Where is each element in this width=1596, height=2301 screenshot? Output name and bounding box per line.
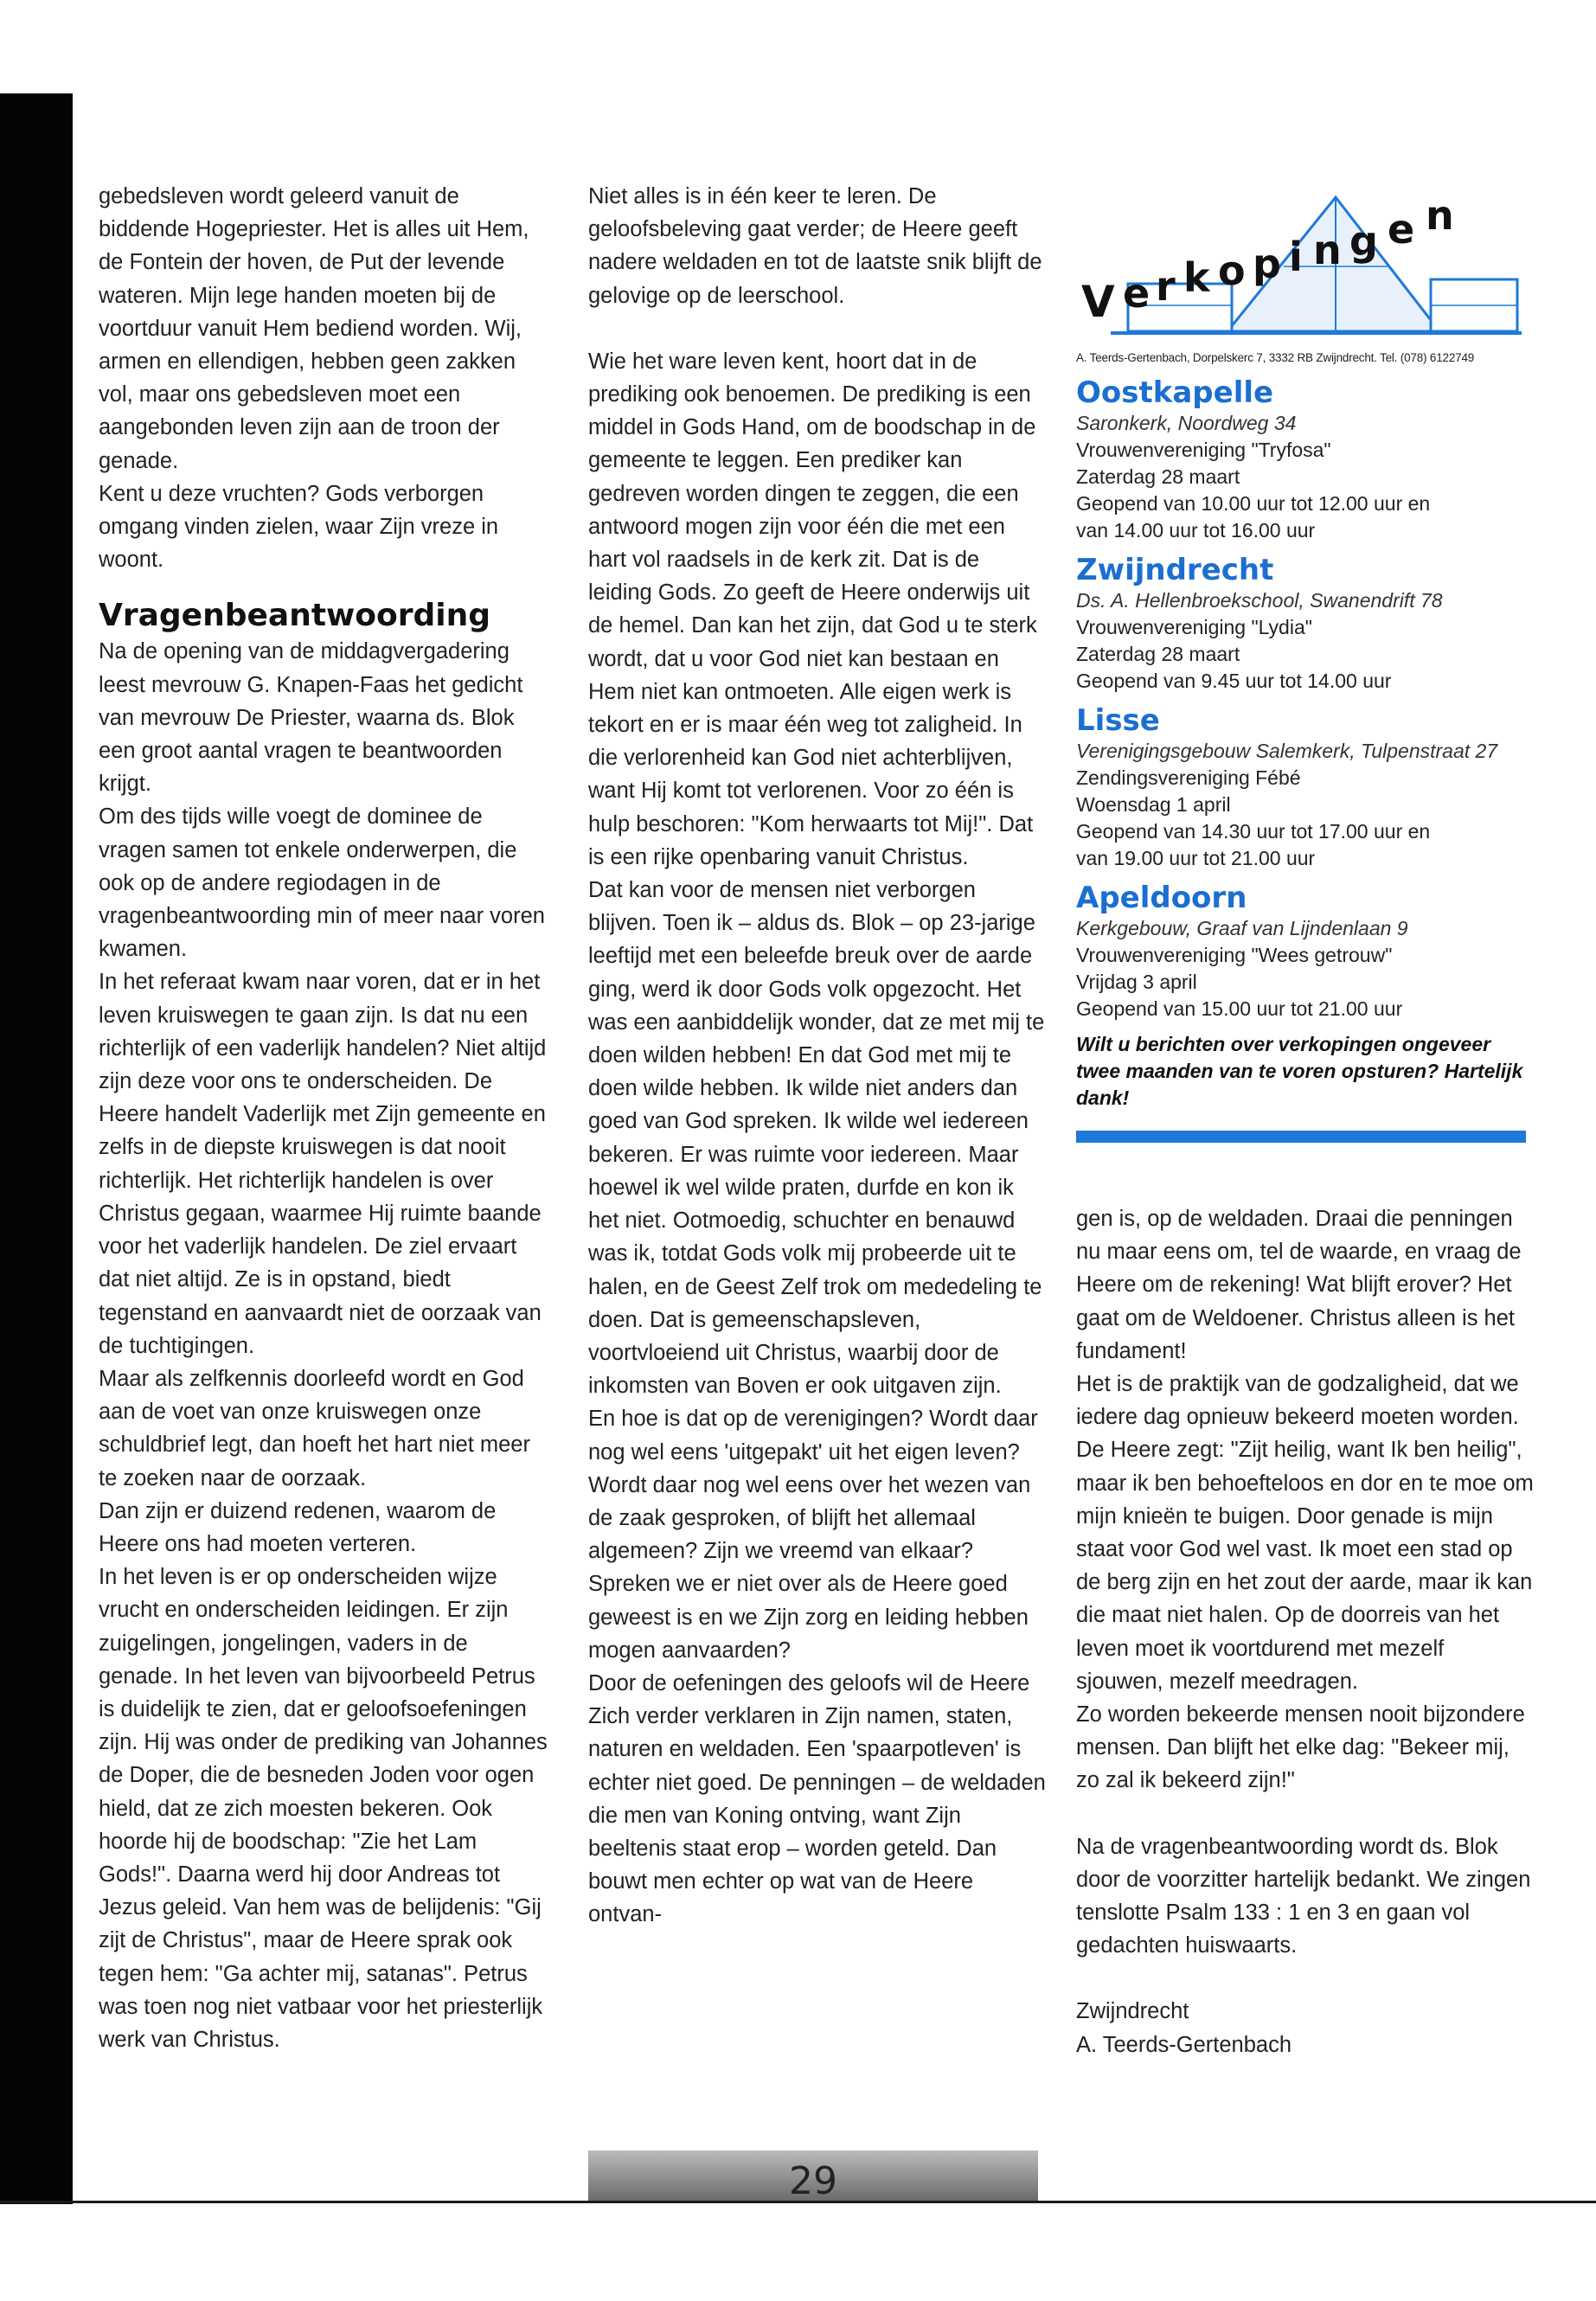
verkopingen-wordmark bbox=[1076, 180, 1526, 344]
logo-letter: p bbox=[1253, 240, 1281, 287]
sale-entry bbox=[1076, 881, 1526, 1022]
sale-place: Oostkapelle bbox=[1076, 375, 1274, 410]
paragraph: gebedsleven wordt geleerd vanuit de biddende Hogepriester. Het is alles uit Hem, de Fontein der hoven, de Put der levende wateren. Mijn lege handen moeten bij de voortduur vanuit Hem bediend worden. Wij, armen en ellendigen, hebben geen zakken vol, maar ons gebedsleven moet een aangebonden leven zijn aan de troon der genade. bbox=[99, 184, 529, 473]
paragraph: Dat kan voor de mensen niet verborgen blijven. Toen ik – aldus ds. Blok – op 23-jarige leeftijd met een beleefde breuk over de aarde ging, werd ik door Gods volk opgezocht. Het was een aanbiddelijk wonder, dat ze met mij te doen wilden hebben! En dat God met mij te doen wilde hebben. Ik wilde niet anders dan goed van God spreken. Ik wilde wel iedereen bekeren. Er was ruimte voor iedereen. Maar hoewel ik wel wilde praten, durfde en kon ik het niet. Ootmoedig, schuchter en benauwd was ik, totdat Gods volk mij probeerde uit te halen, en de Geest Zelf trok om mededeling te doen. Dat is gemeenschapsleven, voortvloeiend uit Christus, waarbij door de inkomsten van Boven er ook uitgaven zijn. bbox=[588, 878, 1045, 1399]
sale-entry bbox=[1076, 553, 1526, 695]
sale-organizer: Vrouwenvereniging "Lydia" bbox=[1076, 616, 1312, 638]
logo-letter: e bbox=[1123, 270, 1151, 317]
sale-hours-continued: van 19.00 uur tot 21.00 uur bbox=[1076, 847, 1316, 869]
paragraph: Door de oefeningen des geloofs wil de Heere Zich verder verklaren in Zijn namen, staten, naturen en weldaden. Een 'spaarpotleven' is echter niet goed. De penningen – de weldaden die men van Koning ontving, want Zijn beeltenis staat erop – worden geteld. Dan bouwt men echter op wat van de Heere ontvan- bbox=[588, 1670, 1046, 1927]
sale-notice: Wilt u berichten over verkopingen ongeveer twee maanden van te voren opsturen? Hartelijk dank! bbox=[1076, 1033, 1523, 1109]
logo-letter: i bbox=[1289, 234, 1303, 280]
paragraph: Om des tijds wille voegt de dominee de vragen samen tot enkele onderwerpen, die ook op de andere regiodagen in de vragenbeantwoording min of meer naar voren kwamen. bbox=[99, 804, 545, 962]
verkopingen-box bbox=[1076, 180, 1526, 1143]
sale-date: Vrijdag 3 april bbox=[1076, 971, 1197, 993]
sale-venue: Ds. A. Hellenbroekschool, Swanendrift 78 bbox=[1076, 589, 1443, 612]
sale-hours-continued: van 14.00 uur tot 16.00 uur bbox=[1076, 519, 1316, 542]
logo-letter: n bbox=[1313, 227, 1342, 273]
sale-venue: Kerkgebouw, Graaf van Lijndenlaan 9 bbox=[1076, 917, 1408, 939]
sale-hours: Geopend van 9.45 uur tot 14.00 uur bbox=[1076, 670, 1392, 692]
article-column-1 bbox=[99, 180, 548, 2056]
paragraph: Kent u deze vruchten? Gods verborgen omgang vinden zielen, waar Zijn vreze in woont. bbox=[99, 481, 499, 573]
sale-date: Woensdag 1 april bbox=[1076, 793, 1231, 816]
logo-letter: g bbox=[1349, 218, 1378, 265]
sale-venue: Saronkerk, Noordweg 34 bbox=[1076, 412, 1297, 434]
paragraph: Zo worden bekeerde mensen nooit bijzondere mensen. Dan blijft het elke dag: "Bekeer mij, zo zal ik bekeerd zijn!" bbox=[1076, 1702, 1525, 1793]
scan-edge-bar bbox=[0, 93, 73, 2204]
sale-hours: Geopend van 10.00 uur tot 12.00 uur en bbox=[1076, 492, 1431, 515]
sale-entry bbox=[1076, 703, 1526, 872]
sale-organizer: Zendingsvereniging Fébé bbox=[1076, 766, 1301, 789]
sale-hours: Geopend van 14.30 uur tot 17.00 uur en bbox=[1076, 820, 1431, 843]
paragraph: Niet alles is in één keer te leren. De geloofsbeleving gaat verder; de Heere geeft nadere weldaden en tot de laatste snik blijft de gelovige op de leerschool. bbox=[588, 184, 1042, 308]
page-number-box bbox=[588, 2150, 1038, 2201]
paragraph: Het is de praktijk van de godzaligheid, dat we iedere dag opnieuw bekeerd moeten worden. De Heere zegt: "Zijt heilig, want Ik ben heilig", maar ik ben behoefteloos en dor en te moe om mijn knieën te buigen. Door genade is mijn staat voor God wel vast. Ik moet een stad op de berg zijn en het zout der aarde, maar ik kan die maat niet halen. Op de doorreis van het leven moet ik voortdurend met mezelf sjouwen, mezelf meedragen. bbox=[1076, 1372, 1534, 1694]
author-name: A. Teerds-Gertenbach bbox=[1076, 2032, 1292, 2057]
logo-letter: r bbox=[1156, 263, 1176, 310]
paragraph: Na de opening van de middagvergadering leest mevrouw G. Knapen-Faas het gedicht van mevrouw De Priester, waarna ds. Blok een groot aantal vragen te beantwoorden krijgt. bbox=[99, 639, 523, 797]
paragraph: In het referaat kwam naar voren, dat er in het leven kruiswegen te gaan zijn. Is dat nu een richterlijk of een vaderlijk handelen? Niet altijd zijn deze voor ons te onderscheiden. De Heere handelt Vaderlijk met Zijn gemeente en zelfs in de diepste kruiswegen is dat nooit richterlijk. Het richterlijk handelen is over Christus gegaan, waarmee Hij ruimte baande voor het vaderlijk handelen. De ziel ervaart dat niet altijd. Ze is in opstand, biedt tegenstand en aanvaardt niet de oorzaak van de tuchtigingen. bbox=[99, 970, 547, 1358]
page-number: 29 bbox=[789, 2159, 837, 2203]
paragraph: Maar als zelfkennis doorleefd wordt en God aan de voet van onze kruiswegen onze schuldbrief legt, dan hoeft het hart niet meer te zoeken naar de oorzaak. bbox=[99, 1366, 530, 1490]
logo-letter: k bbox=[1183, 254, 1210, 301]
paragraph: Dan zijn er duizend redenen, waarom de Heere ons had moeten verteren. bbox=[99, 1498, 497, 1556]
sale-date: Zaterdag 28 maart bbox=[1076, 465, 1240, 488]
sale-place: Zwijndrecht bbox=[1076, 553, 1274, 587]
sale-place: Apeldoorn bbox=[1076, 881, 1247, 915]
logo-letter: e bbox=[1388, 206, 1415, 253]
paragraph: En hoe is dat op de verenigingen? Wordt daar nog wel eens 'uitgepakt' uit het eigen leven? Wordt daar nog wel eens over het wezen van de zaak gesproken, of blijft het allemaal algemeen? Zijn we vreemd van elkaar? Spreken we er niet over als de Heere goed geweest is en we Zijn zorg en leiding hebben mogen aanvaarden? bbox=[588, 1407, 1038, 1663]
paragraph: Na de vragenbeantwoording wordt ds. Blok door de voorzitter hartelijk bedankt. We zingen tenslotte Psalm 133 : 1 en 3 en gaan vol gedachten huiswaarts. bbox=[1076, 1834, 1531, 1958]
blue-rule bbox=[1076, 1131, 1526, 1143]
logo-letter: o bbox=[1218, 247, 1246, 294]
verkopingen-logo bbox=[1076, 180, 1526, 344]
sale-place: Lisse bbox=[1076, 703, 1160, 738]
logo-letter: n bbox=[1426, 192, 1454, 239]
paragraph: gen is, op de weldaden. Draai die penningen nu maar eens om, tel de waarde, en vraag de Heere om de rekening! Wat blijft erover? Het gaat om de Weldoener. Christus alleen is het fundament! bbox=[1076, 1207, 1522, 1363]
paragraph: In het leven is er op onderscheiden wijze vrucht en onderscheiden leidingen. Er zijn zuigelingen, jongelingen, vaders in de genade. In het leven van bijvoorbeeld Petrus is duidelijk te zien, dat er geloofsoefeningen zijn. Hij was onder de prediking van Johannes de Doper, die de besneden Joden voor ogen hield, dat ze zich moesten bekeren. Ook hoorde hij de boodschap: "Zie het Lam Gods!". Daarna werd hij door Andreas tot Jezus geleid. Van hem was de belijdenis: "Gij zijt de Christus", maar de Heere sprak ook tegen hem: "Ga achter mij, satanas". Petrus was toen nog niet vatbaar voor het priesterlijk werk van Christus. bbox=[99, 1565, 548, 2052]
sale-entry bbox=[1076, 375, 1526, 544]
sale-organizer: Vrouwenvereniging "Tryfosa" bbox=[1076, 439, 1331, 461]
sale-hours: Geopend van 15.00 uur tot 21.00 uur bbox=[1076, 997, 1403, 1020]
article-column-2 bbox=[588, 180, 1047, 1932]
sale-organizer: Vrouwenvereniging "Wees getrouw" bbox=[1076, 944, 1393, 966]
paragraph: Wie het ware leven kent, hoort dat in de prediking ook benoemen. De prediking is een middel in Gods Hand, om de boodschap in de gemeente te leggen. Een prediker kan gedreven worden dingen te zeggen, die een antwoord mogen zijn voor één die met een hart vol raadsels in de kerk zit. Dat is de leiding Gods. Zo geeft de Heere onderwijs uit de hemel. Dan kan het zijn, dat God u te sterk wordt, dat u voor God niet kan bestaan en Hem niet kan ontmoeten. Alle eigen werk is tekort en er is maar één weg tot zaligheid. In die verlorenheid kan God niet achterblijven, want Hij komt tot verlorenen. Voor zo één is hulp beschoren: "Kom herwaarts tot Mij!". Dat is een rijke openbaring vanuit Christus. bbox=[588, 349, 1037, 869]
sale-venue: Verenigingsgebouw Salemkerk, Tulpenstraat 27 bbox=[1076, 740, 1498, 762]
sale-date: Zaterdag 28 maart bbox=[1076, 643, 1240, 665]
contact-address: A. Teerds-Gertenbach, Dorpelskerc 7, 3332 RB Zwijndrecht. Tel. (078) 6122749 bbox=[1076, 351, 1475, 364]
logo-letter: V bbox=[1081, 277, 1115, 327]
article-column-3 bbox=[1076, 1202, 1535, 2061]
author-place: Zwijndrecht bbox=[1076, 1999, 1189, 2024]
section-heading: Vragenbeantwoording bbox=[99, 598, 491, 634]
